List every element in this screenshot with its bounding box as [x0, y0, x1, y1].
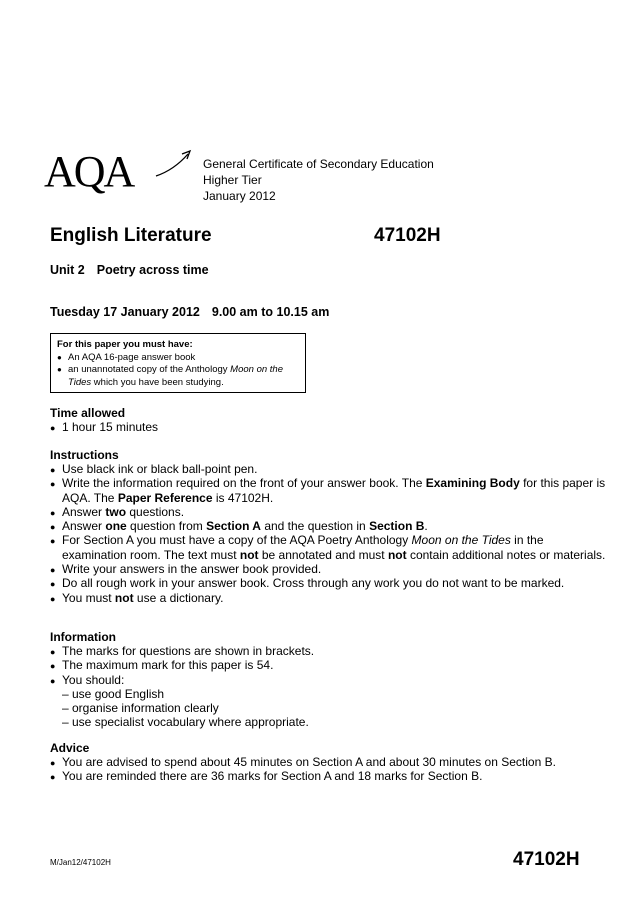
time-allowed-section	[50, 406, 610, 434]
bullet-icon: ●	[50, 593, 56, 604]
list-item: ● 1 hour 15 minutes	[50, 420, 159, 434]
bullet-icon: ●	[50, 507, 56, 518]
exam-time: 9.00 am to 10.15 am	[211, 305, 330, 319]
sub-item: – use specialist vocabulary where appropriate.	[62, 715, 309, 730]
aqa-logo	[44, 147, 194, 198]
instructions-heading: Instructions	[50, 448, 119, 462]
instructions-section	[50, 448, 610, 605]
list-item: ● Answer one question from Section A and the question in Section B.	[50, 519, 428, 534]
tier: Higher Tier	[203, 173, 262, 187]
list-item: ● You must not use a dictionary.	[50, 590, 224, 605]
list-item: ● You should:	[50, 672, 125, 687]
advice-section	[50, 741, 610, 784]
footer-reference: M/Jan12/47102H	[50, 858, 111, 867]
bullet-icon: ●	[50, 423, 56, 433]
list-item: ● You are reminded there are 36 marks for Section A and 18 marks for Section B.	[50, 769, 483, 784]
exam-series: January 2012	[203, 189, 276, 203]
time-allowed-heading: Time allowed	[50, 406, 126, 420]
bullet-icon: ●	[50, 479, 56, 490]
list-item: ● The maximum mark for this paper is 54.	[50, 658, 274, 673]
list-item: ● The marks for questions are shown in brackets.	[50, 644, 315, 658]
list-item: ● You are advised to spend about 45 minutes on Section A and about 30 minutes on Section B.	[50, 755, 556, 769]
exam-date: Tuesday 17 January 2012	[50, 305, 200, 319]
exam-date-line	[50, 305, 329, 319]
qualification-header	[203, 156, 434, 204]
materials-box	[50, 333, 306, 393]
bullet-icon: ●	[50, 522, 56, 533]
list-item: ● Write your answers in the answer book provided.	[50, 562, 322, 577]
information-heading: Information	[50, 630, 116, 644]
footer-paper-code: 47102H	[513, 849, 580, 870]
unit-number: Unit 2	[50, 263, 85, 277]
materials-heading: For this paper you must have:	[57, 339, 193, 350]
bullet-icon: ●	[50, 565, 56, 576]
qualification-name: General Certificate of Secondary Education	[203, 157, 434, 171]
materials-item: ● An AQA 16-page answer book	[57, 352, 299, 365]
list-item: ● Use black ink or black ball-point pen.	[50, 462, 258, 476]
list-item: ● Write the information required on the front of your answer book. The Examining Body for this paper is AQA. The Paper Reference is 47102H.	[50, 476, 606, 505]
bullet-icon: ●	[50, 661, 56, 672]
paper-code: 47102H	[374, 225, 441, 246]
subject-title: English Literature	[50, 225, 212, 246]
sub-item: – organise information clearly	[62, 701, 219, 716]
information-section	[50, 630, 610, 730]
advice-heading: Advice	[50, 741, 90, 755]
bullet-icon: ●	[50, 465, 56, 475]
bullet-icon: ●	[50, 647, 56, 657]
bullet-icon: ●	[50, 758, 56, 768]
bullet-icon: ●	[50, 579, 56, 590]
bullet-icon: ●	[50, 536, 56, 547]
aqa-logo-text: AQA	[44, 147, 134, 196]
materials-item: ● an unannotated copy of the Anthology Moon on the Tides which you have been studying.	[57, 364, 299, 389]
unit-line	[50, 263, 209, 277]
logo-arrow-icon	[154, 148, 194, 178]
sub-item: – use good English	[62, 686, 165, 701]
bullet-icon: ●	[50, 675, 56, 686]
list-item: ● For Section A you must have a copy of the AQA Poetry Anthology Moon on the Tides in the examination room. The text must not be annotated and must not contain additional notes or materials.	[50, 533, 606, 562]
list-item: ● Answer two questions.	[50, 504, 185, 519]
bullet-icon: ●	[50, 772, 56, 783]
unit-name: Poetry across time	[96, 263, 209, 277]
list-item: ● Do all rough work in your answer book. Cross through any work you do not want to be marked.	[50, 576, 565, 591]
